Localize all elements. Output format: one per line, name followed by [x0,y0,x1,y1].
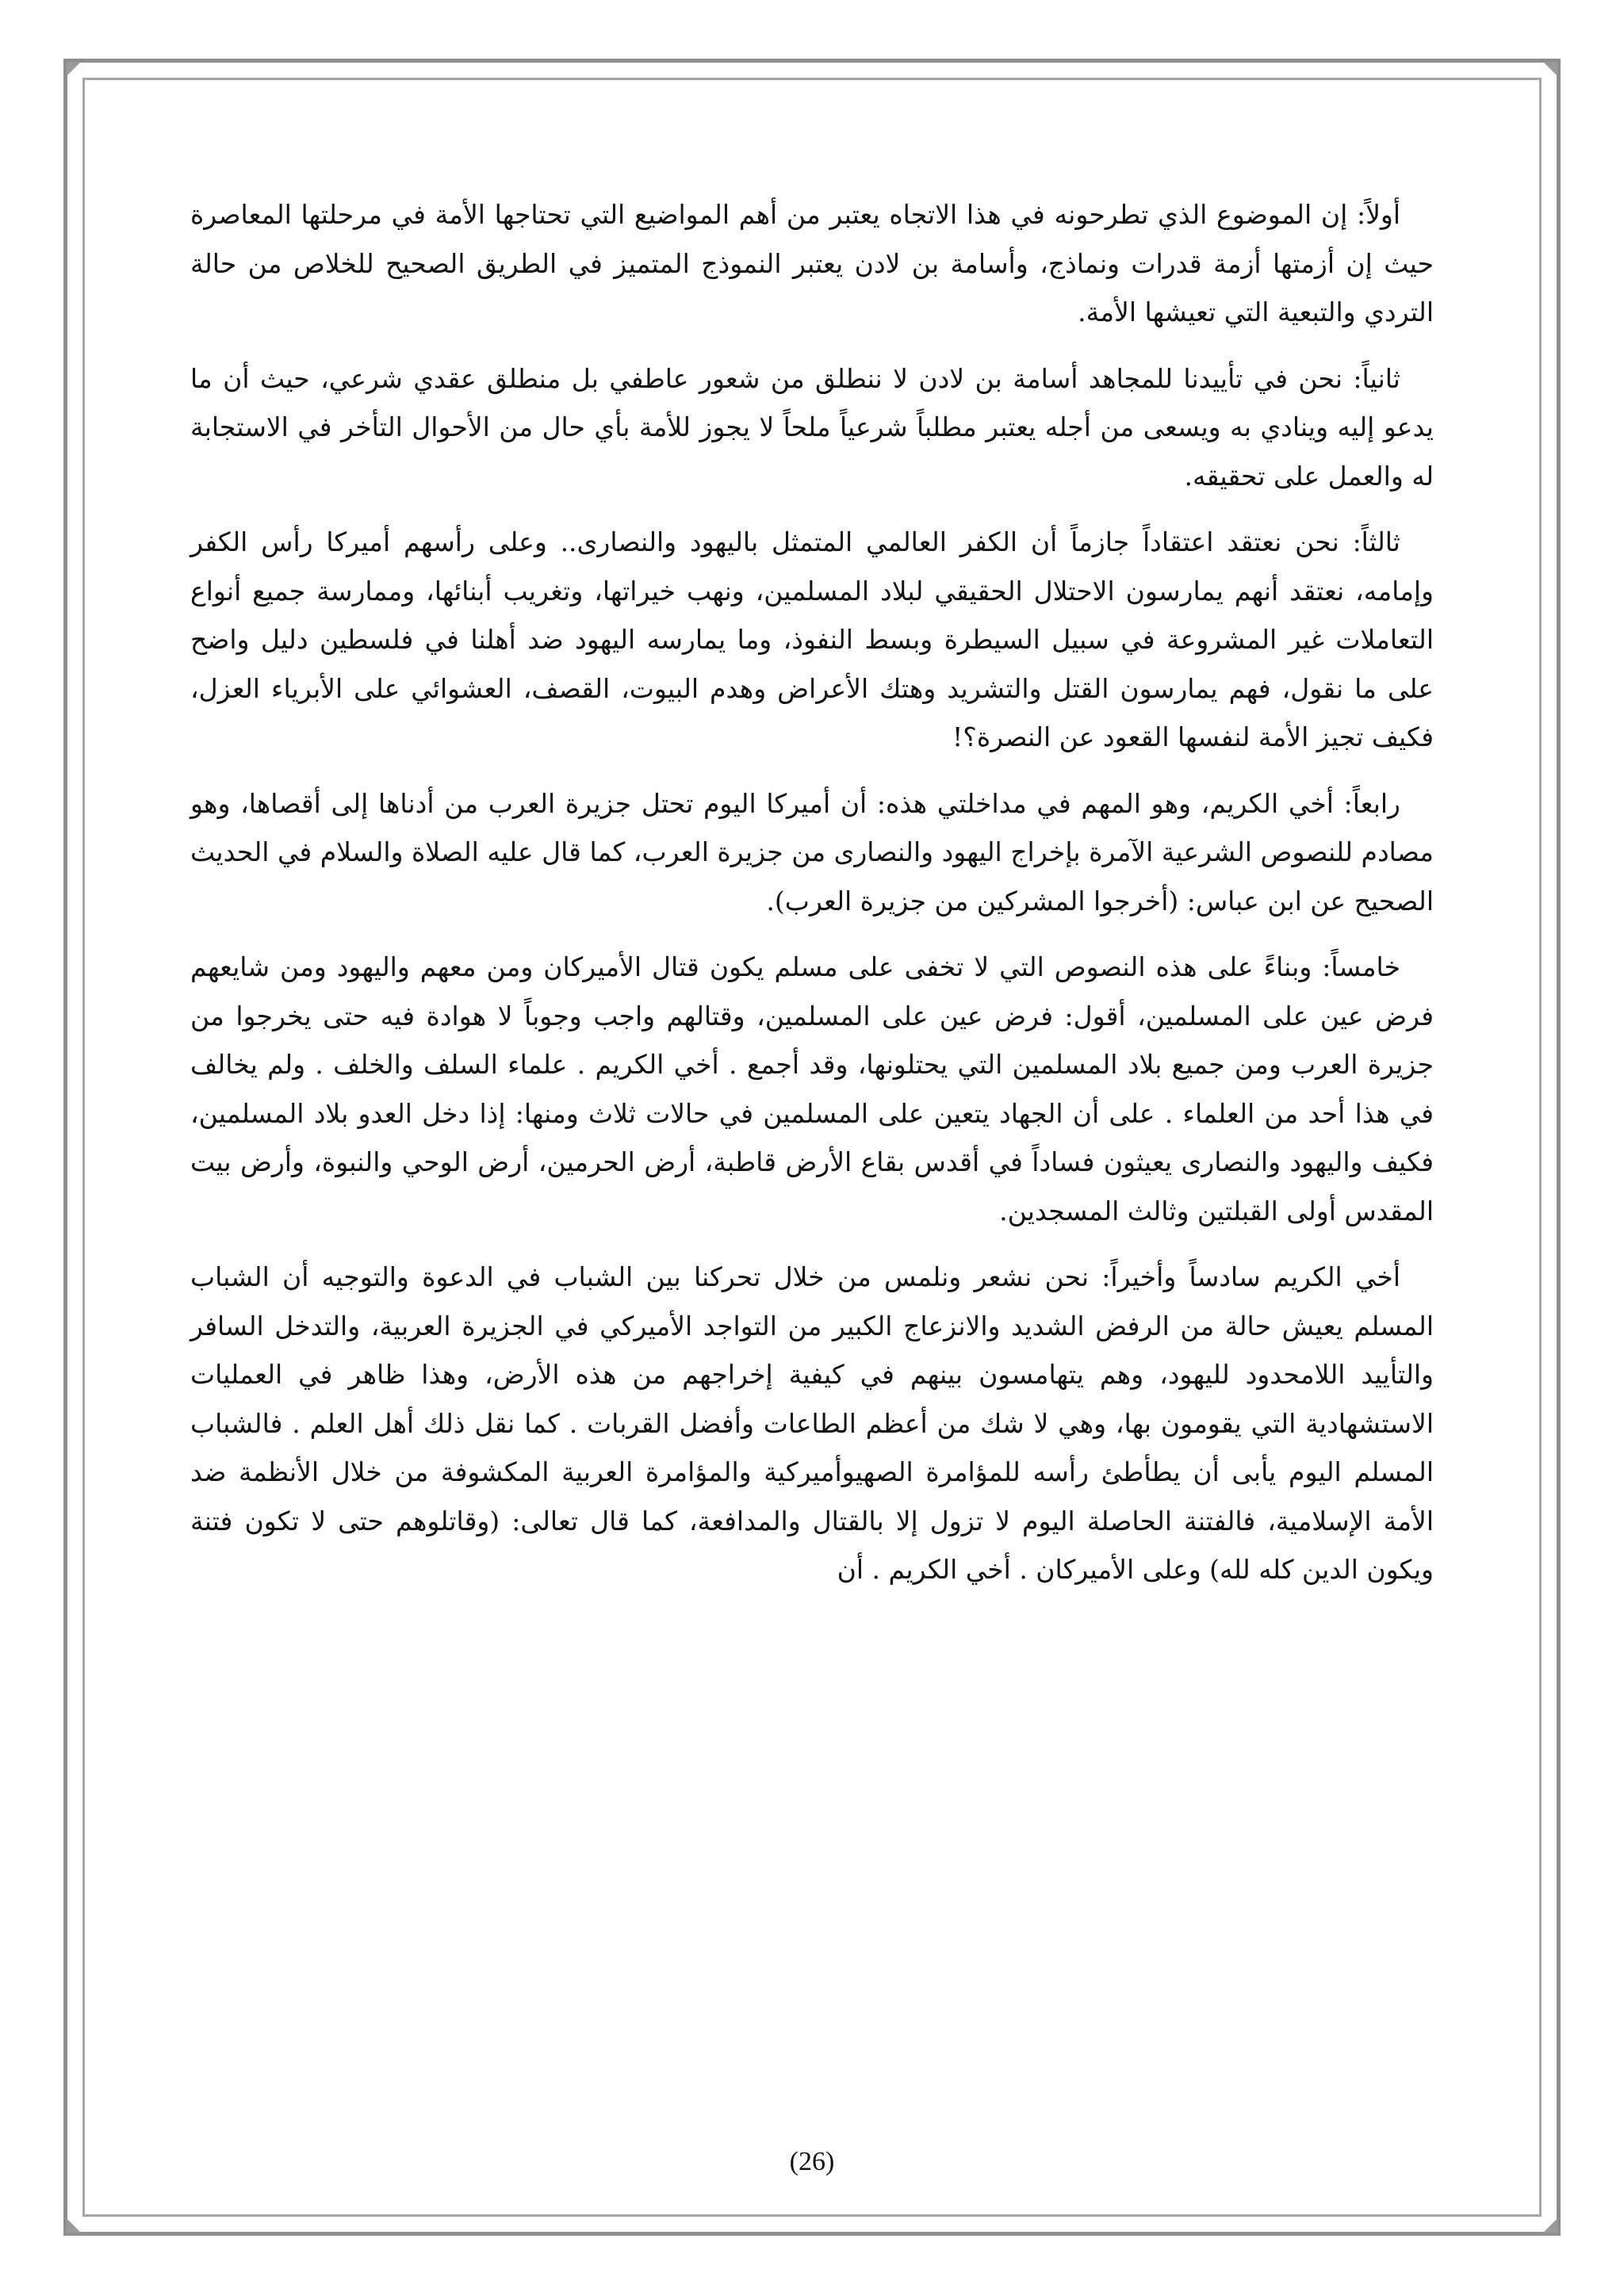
paragraph-fourth: رابعاً: أخي الكريم، وهو المهم في مداخلتي هذه: أن أميركا اليوم تحتل جزيرة العرب من أدناها إلى أقصاها، وهو مصادم للنصوص الشرعية الآمرة بإخراج اليهود والنصارى من جزيرة العرب، كما قال عليه الصلاة والسلام في الحديث الصحيح عن ابن عباس: (أخرجوا المشركين من جزيرة العرب). [190,787,1434,916]
paragraph-sixth: أخي الكريم سادساً وأخيراً: نحن نشعر ونلمس من خلال تحركنا بين الشباب في الدعوة والتوجيه أن الشباب المسلم يعيش حالة من الرفض الشديد والانزعاج الكبير من التواجد الأميركي في الجزيرة العربية، والتدخل السافر والتأييد اللامحدود لليهود، وهم يتهامسون بينهم في كيفية إخراجهم من هذه الأرض، وهذا ظاهر في العمليات الاستشهادية التي يقومون بها، وهي لا شك من أعظم الطاعات وأفضل القربات . كما نقل ذلك أهل العلم . فالشباب المسلم اليوم يأبى أن يطأطئ رأسه للمؤامرة الصهيوأميركية والمؤامرة العربية المكشوفة من خلال الأنظمة ضد الأمة الإسلامية، فالفتنة الحاصلة اليوم لا تزول إلا بالقتال والمدافعة، كما قال تعالى: (وقاتلوهم حتى لا تكون فتنة ويكون الدين كله لله) وعلى الأميركان . أخي الكريم . أن [190,1261,1434,1585]
paragraph-first: أولاً: إن الموضوع الذي تطرحونه في هذا الاتجاه يعتبر من أهم المواضيع التي تحتاجها الأمة في مرحلتها المعاصرة حيث إن أزمتها أزمة قدرات ونماذج، وأسامة بن لادن يعتبر النموذج المتميز في الطريق الصحيح للخلاص من حالة التردي والتبعية التي تعيشها الأمة. [190,199,1434,327]
paragraph-second: ثانياً: نحن في تأييدنا للمجاهد أسامة بن لادن لا ننطلق من شعور عاطفي بل منطلق عقدي شرعي، حيث أن ما يدعو إليه وينادي به ويسعى من أجله يعتبر مطلباً شرعياً ملحاً لا يجوز للأمة بأي حال من الأحوال التأخر في الاستجابة له والعمل على تحقيقه. [190,362,1434,492]
corner-ornament-top-left [67,62,81,76]
document-body [190,190,1434,1612]
paragraph-third: ثالثاً: نحن نعتقد اعتقاداً جازماً أن الكفر العالمي المتمثل باليهود والنصارى.. وعلى رأسهم أميركا رأس الكفر وإمامه، نعتقد أنهم يمارسون الاحتلال الحقيقي لبلاد المسلمين، ونهب خيراتها، وتغريب أبنائها، وممارسة جميع أنواع التعاملات غير المشروعة في سبيل السيطرة وبسط النفوذ، وما يمارسه اليهود ضد أهلنا في فلسطين دليل واضح على ما نقول، فهم يمارسون القتل والتشريد وهتك الأعراض وهدم البيوت، القصف، العشوائي على الأبرياء العزل، فكيف تجيز الأمة لنفسها القعود عن النصرة؟! [190,526,1434,752]
corner-ornament-bottom-left [67,2218,81,2233]
corner-ornament-bottom-right [1543,2218,1557,2233]
corner-ornament-top-right [1543,62,1557,76]
page-number: (26) [789,2147,835,2176]
paragraph-fifth: خامساً: وبناءً على هذه النصوص التي لا تخفى على مسلم يكون قتال الأميركان ومن معهم واليهود ومن شايعهم فرض عين على المسلمين، أقول: فرض عين على المسلمين، وقتالهم واجب وجوباً لا هوادة فيه حتى يخرجوا من جزيرة العرب ومن جميع بلاد المسلمين التي يحتلونها، وقد أجمع . أخي الكريم . علماء السلف والخلف . ولم يخالف في هذا أحد من العلماء . على أن الجهاد يتعين على المسلمين في حالات ثلاث ومنها: إذا دخل العدو بلاد المسلمين، فكيف واليهود والنصارى يعيثون فساداً في أقدس بقاع الأرض قاطبة، أرض الحرمين، أرض الوحي والنبوة، وأرض بيت المقدس أولى القبلتين وثالث المسجدين. [190,951,1434,1226]
